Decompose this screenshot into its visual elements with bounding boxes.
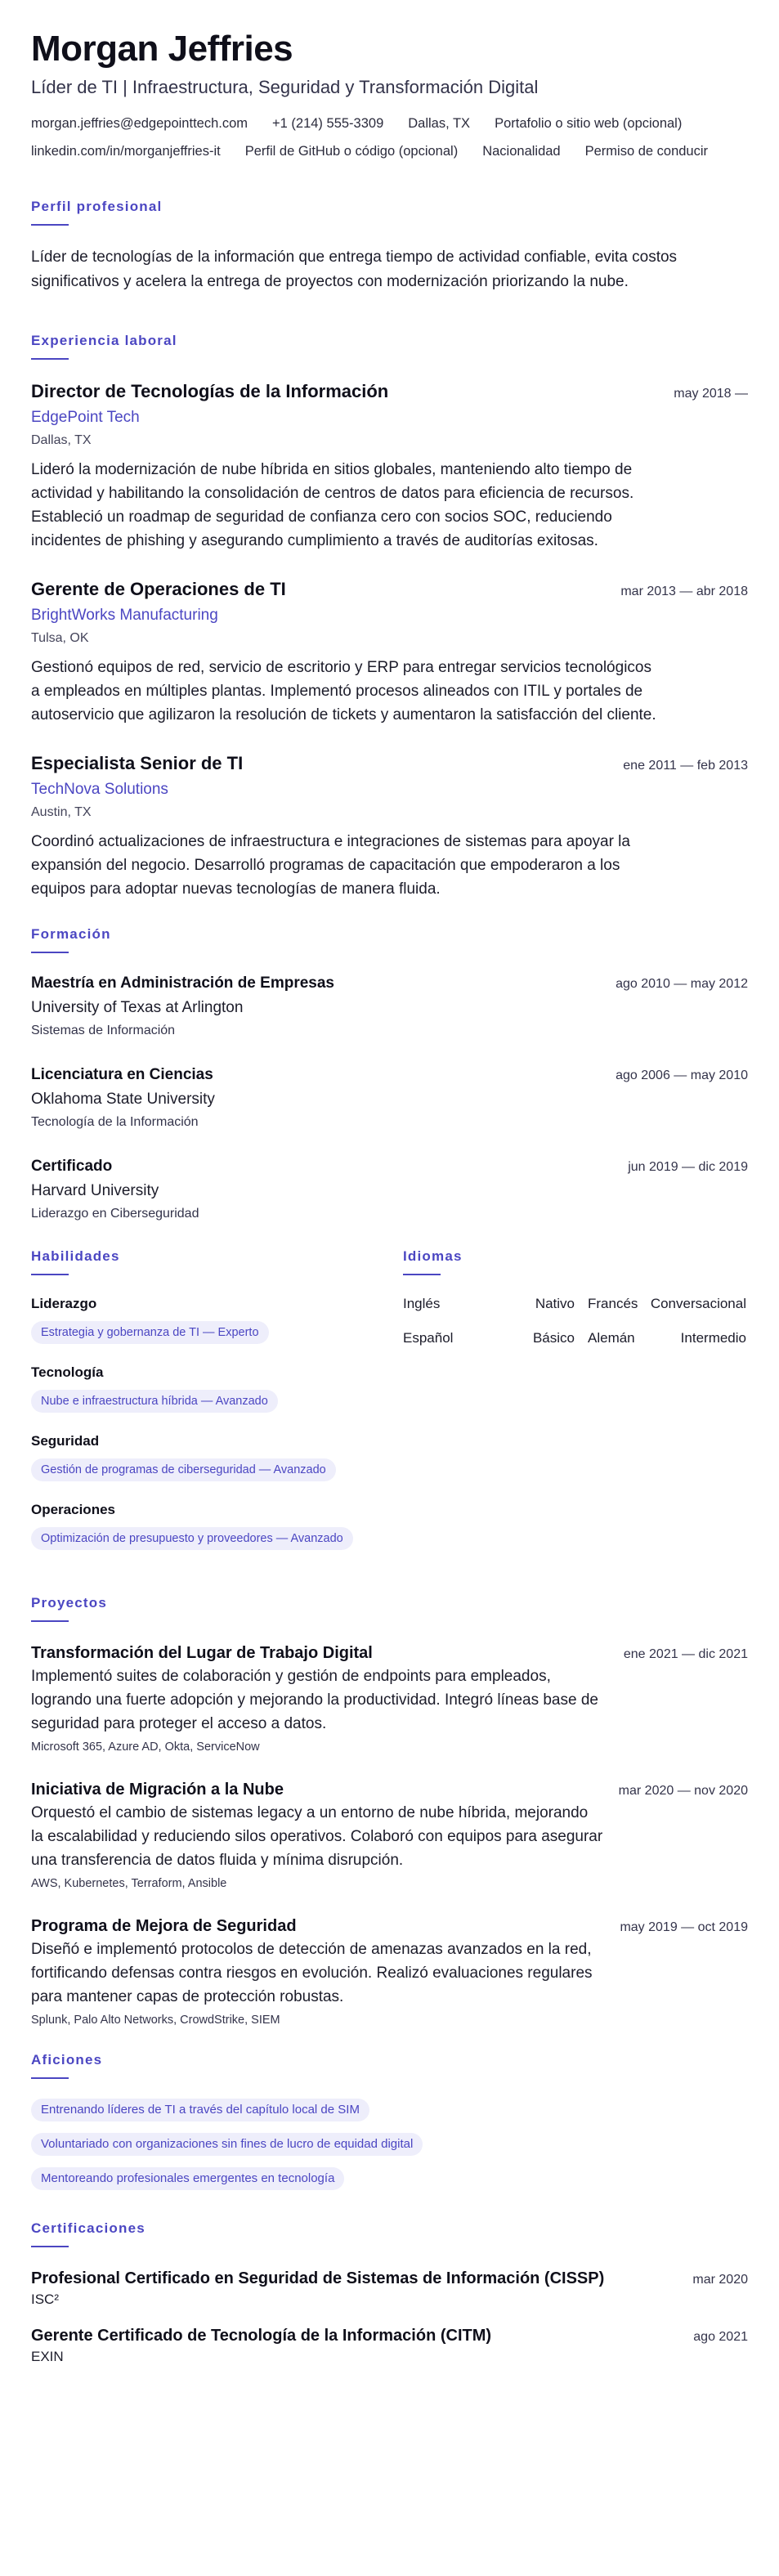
project-date: mar 2020 — nov 2020 [618, 1784, 748, 1798]
project-entry [31, 1778, 748, 1892]
education-entry [31, 1156, 748, 1223]
job-description: Lideró la modernización de nube híbrida en sitios globales, manteniendo alto tiempo de actividad y habilitando la consolidación de centros de datos para eficiencia de recursos. Estableció un roadmap de seguridad de confianza cero con socios SOC, reduciendo incidentes de phishing y asegurando cumplimiento a través de auditorías exitosas. [31, 461, 634, 549]
skill-name: Liderazgo [31, 1296, 97, 1311]
job-entry [31, 379, 748, 553]
certification-date: ago 2021 [693, 2330, 748, 2344]
section-title: Experiencia laboral [31, 333, 177, 348]
job-title: Especialista Senior de TI [31, 753, 244, 773]
skill-pill: Nube e infraestructura híbrida — Avanzado [31, 1390, 278, 1413]
skill-name: Seguridad [31, 1433, 100, 1449]
project-date: ene 2021 — dic 2021 [623, 1647, 748, 1661]
section-title: Aficiones [31, 2052, 103, 2068]
education-date: jun 2019 — dic 2019 [628, 1160, 748, 1174]
job-company[interactable]: TechNova Solutions [31, 781, 168, 798]
education-date: ago 2010 — may 2012 [616, 977, 748, 991]
education-degree: Maestría en Administración de Empresas [31, 974, 334, 992]
project-tech: Splunk, Palo Alto Networks, CrowdStrike, SIEM [31, 2014, 280, 2027]
skill-group [31, 1432, 403, 1481]
hobby-pill: Entrenando líderes de TI a través del capítulo local de SIM [31, 2099, 369, 2121]
project-tech: Microsoft 365, Azure AD, Okta, ServiceNow [31, 1740, 260, 1754]
resume-header [31, 28, 748, 160]
section-title: Formación [31, 926, 111, 942]
skills-languages-row [31, 1248, 748, 1570]
job-date: may 2018 — [674, 387, 748, 401]
language-level: Nativo [535, 1296, 575, 1311]
section-divider [31, 1274, 69, 1275]
job-location: Dallas, TX [31, 433, 92, 447]
hobby-pill: Mentoreando profesionales emergentes en tecnología [31, 2167, 344, 2190]
education-entry [31, 1064, 748, 1131]
job-title: Director de Tecnologías de la Información [31, 381, 389, 401]
education-section [31, 925, 748, 1223]
certification-issuer: EXIN [31, 2349, 64, 2364]
contact-driving-license: Permiso de conducir [584, 144, 709, 159]
contact-email[interactable]: morgan.jeffries@edgepointtech.com [31, 116, 248, 131]
section-divider [31, 358, 69, 360]
project-tech: AWS, Kubernetes, Terraform, Ansible [31, 1877, 227, 1890]
project-entry [31, 1915, 748, 2028]
job-entry [31, 751, 748, 901]
language-name: Inglés [403, 1296, 441, 1311]
education-degree: Licenciatura en Ciencias [31, 1066, 213, 1083]
section-divider [31, 224, 69, 226]
skill-pill: Gestión de programas de ciberseguridad — Avanzado [31, 1458, 336, 1481]
section-divider [403, 1274, 441, 1275]
language-name: Alemán [588, 1330, 635, 1346]
education-school: Oklahoma State University [31, 1091, 215, 1108]
project-title: Iniciativa de Migración a la Nube [31, 1781, 284, 1799]
certification-entry [31, 2324, 748, 2367]
language-level: Intermedio [680, 1330, 746, 1346]
job-description: Coordinó actualizaciones de infraestructura e integraciones de sistemas para apoyar la expansión del negocio. Desarrolló programas de capacitación que empoderaron a los equipos para adoptar nuevas tecnologías de manera fluida. [31, 833, 630, 898]
language-level: Básico [532, 1330, 575, 1346]
section-title: Habilidades [31, 1248, 120, 1264]
job-company[interactable]: BrightWorks Manufacturing [31, 607, 218, 624]
language-name: Español [403, 1330, 454, 1346]
skill-pill: Optimización de presupuesto y proveedores — Avanzado [31, 1527, 353, 1550]
languages-section [403, 1248, 746, 1570]
section-divider [31, 2246, 69, 2247]
contact-github[interactable]: Perfil de GitHub o código (opcional) [244, 144, 459, 159]
section-title: Proyectos [31, 1595, 108, 1611]
experience-section [31, 332, 748, 901]
contact-location: Dallas, TX [408, 116, 471, 131]
contact-portfolio[interactable]: Portafolio o sitio web (opcional) [495, 116, 683, 131]
projects-section [31, 1594, 748, 2028]
contact-linkedin[interactable]: linkedin.com/in/morganjeffries-it [31, 144, 221, 159]
candidate-headline: Líder de TI | Infraestructura, Seguridad y Transformación Digital [31, 77, 539, 97]
skill-name: Operaciones [31, 1502, 115, 1517]
education-field: Liderazgo en Ciberseguridad [31, 1207, 199, 1221]
job-location: Tulsa, OK [31, 631, 89, 645]
section-title: Certificaciones [31, 2220, 146, 2236]
job-description: Gestionó equipos de red, servicio de escritorio y ERP para entregar servicios tecnológicos a empleados en múltiples plantas. Implementó procesos alineados con ITIL y portales de autoservicio que agilizaron la resolución de tickets y aumentaron la satisfacción del cliente. [31, 659, 656, 724]
project-entry [31, 1642, 748, 1755]
project-description: Implementó suites de colaboración y gestión de endpoints para empleados, logrando una fuerte adopción y mejorando la productividad. Integró líneas base de seguridad para proteger el acceso a datos. [31, 1668, 598, 1732]
job-date: ene 2011 — feb 2013 [623, 759, 748, 773]
project-description: Diseñó e implementó protocolos de detección de amenazas avanzados en la red, fortificando defensas contra riesgos en evolución. Realizó evaluaciones regulares para mantener capas de protección robustas. [31, 1941, 593, 2005]
certifications-section [31, 2220, 748, 2367]
contact-list [31, 114, 748, 160]
hobby-pill: Voluntariado con organizaciones sin fines de lucro de equidad digital [31, 2133, 423, 2156]
project-date: may 2019 — oct 2019 [620, 1920, 748, 1934]
summary-text: Líder de tecnologías de la información que entrega tiempo de actividad confiable, evita costos significativos y acelera la entrega de proyectos con modernización priorizando la nube. [31, 249, 678, 290]
certification-name: Gerente Certificado de Tecnología de la Información (CITM) [31, 2327, 492, 2345]
certification-date: mar 2020 [692, 2273, 748, 2287]
education-degree: Certificado [31, 1158, 113, 1175]
languages-grid [403, 1295, 746, 1347]
job-location: Austin, TX [31, 805, 92, 819]
section-title: Idiomas [403, 1248, 463, 1264]
job-date: mar 2013 — abr 2018 [620, 585, 748, 598]
contact-phone[interactable]: +1 (214) 555-3309 [272, 116, 384, 131]
candidate-name: Morgan Jeffries [31, 29, 293, 69]
hobbies-section [31, 2051, 748, 2190]
skill-name: Tecnología [31, 1364, 104, 1380]
education-entry [31, 973, 748, 1040]
skill-group [31, 1501, 403, 1550]
section-divider [31, 1620, 69, 1622]
education-date: ago 2006 — may 2010 [616, 1068, 748, 1082]
section-divider [31, 952, 69, 953]
skill-group [31, 1295, 403, 1344]
certification-issuer: ISC² [31, 2292, 59, 2307]
job-company[interactable]: EdgePoint Tech [31, 409, 140, 426]
education-school: Harvard University [31, 1182, 159, 1199]
education-school: University of Texas at Arlington [31, 999, 244, 1016]
skills-section [31, 1248, 403, 1570]
contact-nationality: Nacionalidad [482, 144, 561, 159]
project-title: Transformación del Lugar de Trabajo Digital [31, 1644, 373, 1662]
skill-group [31, 1364, 403, 1413]
job-entry [31, 577, 748, 727]
section-divider [31, 2077, 69, 2079]
job-title: Gerente de Operaciones de TI [31, 579, 286, 599]
language-level: Conversacional [650, 1296, 746, 1311]
certification-name: Profesional Certificado en Seguridad de Sistemas de Información (CISSP) [31, 2269, 605, 2287]
section-title: Perfil profesional [31, 199, 163, 214]
certification-entry [31, 2267, 748, 2309]
language-name: Francés [588, 1296, 638, 1311]
education-field: Tecnología de la Información [31, 1115, 199, 1129]
summary-section [31, 198, 748, 294]
education-field: Sistemas de Información [31, 1024, 176, 1037]
project-title: Programa de Mejora de Seguridad [31, 1917, 297, 1935]
skill-pill: Estrategia y gobernanza de TI — Experto [31, 1321, 269, 1344]
project-description: Orquestó el cambio de sistemas legacy a un entorno de nube híbrida, mejorando la escalabilidad y reduciendo silos operativos. Colaboró con equipos para asegurar una transferencia de datos fluida y mínima disrupción. [31, 1804, 603, 1869]
